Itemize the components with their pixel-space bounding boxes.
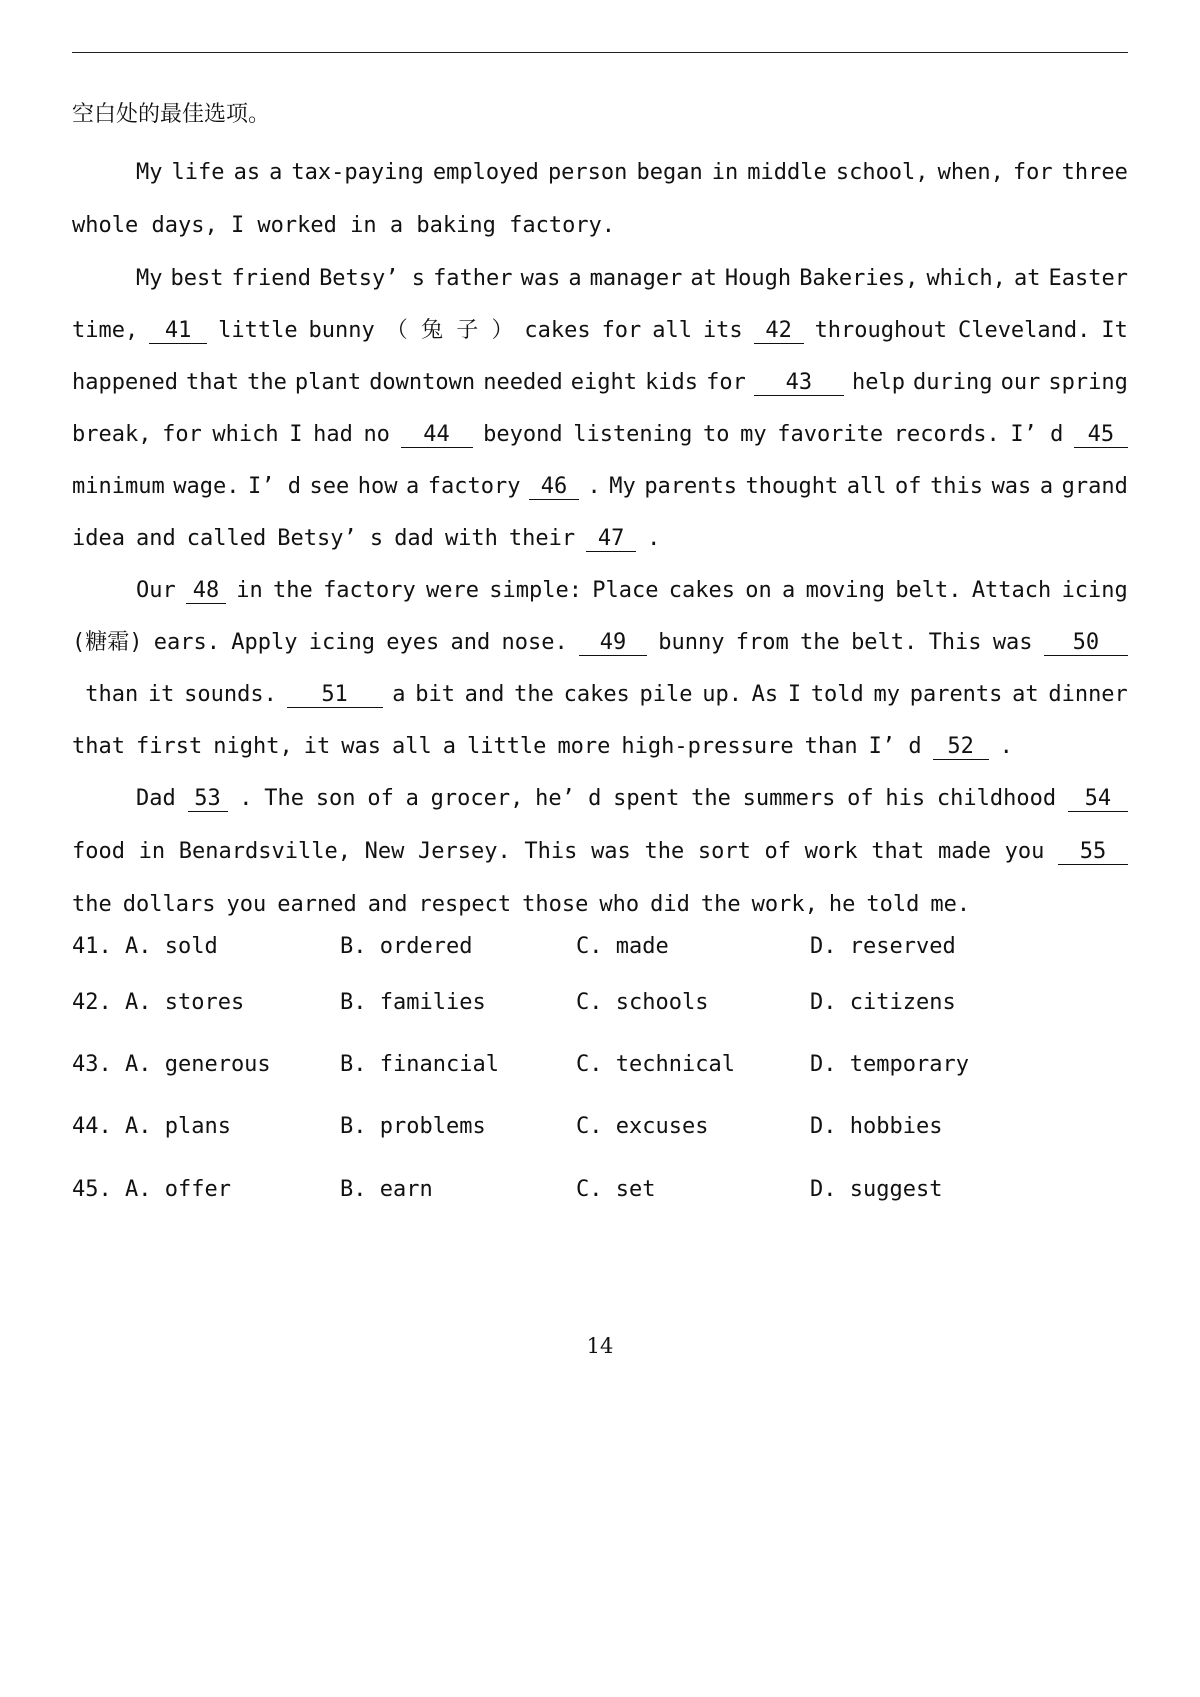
passage-word: I (787, 682, 802, 707)
passage-word: whole days, I worked in a baking factory. (72, 213, 616, 238)
passage-word: happened (72, 370, 178, 395)
passage-line (72, 837, 1128, 867)
blank-54: 54 (1068, 787, 1128, 812)
blank-41: 41 (149, 319, 207, 344)
passage-word: a (1039, 474, 1054, 499)
passage-line (72, 211, 1128, 241)
passage-word: plant (294, 370, 362, 395)
passage-word: son (315, 786, 356, 811)
passage-word: This (524, 839, 578, 864)
instruction-text: 空白处的最佳选项。 (72, 102, 271, 127)
passage-word: you (1004, 839, 1045, 864)
passage-word: his (885, 786, 926, 811)
passage-word: . (647, 526, 661, 551)
option-d: D. hobbies (810, 1114, 943, 1139)
passage-word: as (233, 160, 261, 185)
blank-47: 47 (586, 527, 636, 552)
option-row (72, 988, 1128, 1018)
blank-44: 44 (401, 423, 473, 448)
option-c: C. excuses (576, 1114, 709, 1139)
passage-word: in (236, 578, 263, 603)
passage-word: eight (570, 370, 637, 395)
passage-line (72, 524, 1128, 554)
passage-word: best (170, 266, 224, 291)
passage-word: a (406, 474, 420, 499)
passage-word: Betsy’ s (319, 266, 426, 291)
passage-word: see (309, 474, 350, 499)
option-a: 42. A. stores (72, 990, 245, 1015)
blank-51: 51 (287, 683, 383, 708)
passage-word: ears. (153, 630, 220, 655)
passage-line (72, 890, 1128, 920)
passage-word: needed (483, 370, 563, 395)
option-d: D. suggest (810, 1177, 943, 1202)
passage-word: the (700, 892, 741, 917)
option-b: B. financial (340, 1052, 499, 1077)
passage-word: Place (592, 578, 659, 603)
passage-line (72, 420, 1128, 450)
passage-word: a (442, 734, 456, 759)
option-b: B. problems (340, 1114, 486, 1139)
option-a: 44. A. plans (72, 1114, 231, 1139)
passage-word: （ 兔 子 ） (385, 318, 514, 343)
passage-word: I’ d (868, 734, 922, 759)
passage-word: was (341, 734, 381, 759)
blank-46: 46 (529, 475, 579, 500)
passage-word: their (508, 526, 576, 551)
passage-word: all (846, 474, 887, 499)
passage-word: . (999, 734, 1013, 759)
passage-word: the (644, 839, 685, 864)
passage-word: and (367, 892, 408, 917)
passage-word: he (828, 892, 856, 917)
passage-word: pile (639, 682, 693, 707)
passage-line (72, 784, 1128, 814)
passage-line (72, 158, 1128, 188)
passage-word: dinner (1048, 682, 1128, 707)
passage-word: tax-paying (291, 160, 424, 185)
passage-word: grocer, (430, 786, 524, 811)
passage-word: school, (835, 160, 929, 185)
passage-word: grand (1061, 474, 1128, 499)
passage-line (72, 628, 1128, 658)
passage-word: Betsy’ s (277, 526, 384, 551)
passage-word: dad (394, 526, 434, 551)
passage-line (72, 368, 1128, 398)
passage-word: that (186, 370, 240, 395)
passage-word: was (520, 266, 561, 291)
passage-word: of (847, 786, 874, 811)
passage-word: more (557, 734, 611, 759)
passage-word: Jersey. (418, 839, 511, 864)
passage-word: This (928, 630, 982, 655)
passage-word: person (547, 160, 628, 185)
passage-word: told (866, 892, 920, 917)
passage-word: night, (213, 734, 293, 759)
blank-50: 50 (1044, 631, 1128, 656)
passage-word: with (444, 526, 498, 551)
passage-word: during (913, 370, 993, 395)
option-c: C. made (576, 934, 669, 959)
passage-word: respect (418, 892, 512, 917)
passage-word: of (764, 839, 792, 864)
passage-word: Dad (136, 786, 176, 811)
blank-45: 45 (1074, 423, 1128, 448)
passage-word: father (433, 266, 513, 291)
passage-word: a (392, 682, 406, 707)
passage-word: nose. (501, 630, 568, 655)
passage-line (72, 316, 1128, 346)
blank-43: 43 (754, 371, 844, 396)
passage-word: parents (909, 682, 1003, 707)
passage-word: of (895, 474, 922, 499)
passage-word: which (212, 422, 279, 447)
passage-word: and (464, 682, 505, 707)
passage-word: Hough (724, 266, 792, 291)
passage-word: bunny (308, 318, 375, 343)
passage-word: and (450, 630, 491, 655)
passage-word: me. (930, 892, 971, 917)
passage-word: which, (926, 266, 1006, 291)
passage-word: factory (323, 578, 416, 603)
passage-word: the (72, 892, 112, 917)
passage-word: high-pressure (621, 734, 794, 759)
passage-word: My (136, 160, 163, 185)
option-d: D. reserved (810, 934, 956, 959)
passage-word: on (745, 578, 772, 603)
passage-word: how (357, 474, 398, 499)
passage-word: time, (72, 318, 139, 343)
passage-word: three (1061, 160, 1128, 185)
passage-word: spring (1048, 370, 1128, 395)
option-a: 43. A. generous (72, 1052, 271, 1077)
passage-word: it (147, 682, 175, 707)
option-d: D. temporary (810, 1052, 969, 1077)
passage-word: my (873, 682, 900, 707)
blank-53: 53 (188, 787, 228, 812)
passage-word: was (992, 630, 1033, 655)
passage-word: for (706, 370, 746, 395)
passage-word: its (702, 318, 743, 343)
passage-word: I’ d (247, 474, 301, 499)
passage-word: childhood (936, 786, 1057, 811)
passage-word: and (135, 526, 176, 551)
passage-word: sort (697, 839, 751, 864)
passage-word: from (735, 630, 789, 655)
passage-word: work (804, 839, 858, 864)
passage-word: My (609, 474, 636, 499)
passage-word: beyond (483, 422, 563, 447)
blank-55: 55 (1058, 840, 1128, 865)
passage-word: at (1012, 682, 1039, 707)
option-b: B. earn (340, 1177, 433, 1202)
passage-word: summers (742, 786, 836, 811)
passage-word: Our (136, 578, 176, 603)
passage-word: simple: (489, 578, 583, 603)
option-d: D. citizens (810, 990, 956, 1015)
passage-word: was (991, 474, 1032, 499)
passage-word: downtown (369, 370, 476, 395)
passage-word: dollars (122, 892, 216, 917)
passage-word: Cleveland. (957, 318, 1091, 343)
passage-word: The (264, 786, 305, 811)
passage-word: wage. (173, 474, 240, 499)
passage-line (72, 264, 1128, 294)
passage-word: spent (613, 786, 680, 811)
passage-word: my (740, 422, 767, 447)
passage-word: for (162, 422, 202, 447)
passage-word: than (72, 682, 139, 707)
blank-48: 48 (186, 579, 226, 604)
passage-word: factory (427, 474, 521, 499)
passage-word: I’ d (1010, 422, 1064, 447)
blank-42: 42 (754, 319, 804, 344)
passage-word: the (800, 630, 840, 655)
passage-word: in (711, 160, 739, 185)
passage-word: a (269, 160, 283, 185)
passage-word: up. (702, 682, 742, 707)
passage-word: little (466, 734, 547, 759)
passage-word: a (405, 786, 419, 811)
passage-word: records. (893, 422, 1000, 447)
passage-word: the (691, 786, 731, 811)
passage-word: My (136, 266, 163, 291)
passage-word: a (568, 266, 582, 291)
passage-word: of (367, 786, 394, 811)
passage-word: Benardsville, (178, 839, 351, 864)
passage-word: idea (72, 526, 125, 551)
passage-word: had (313, 422, 353, 447)
passage-word: favorite (777, 422, 884, 447)
passage-word: As (751, 682, 779, 707)
passage-word: moving (805, 578, 886, 603)
option-c: C. schools (576, 990, 709, 1015)
passage-word: parents (644, 474, 738, 499)
option-a: 41. A. sold (72, 934, 218, 959)
passage-word: the (273, 578, 313, 603)
passage-word: earned (277, 892, 357, 917)
passage-word: that (871, 839, 925, 864)
passage-word: a (782, 578, 796, 603)
passage-word: told (810, 682, 864, 707)
passage-word: who (599, 892, 640, 917)
option-row (72, 1050, 1128, 1080)
passage-word: first (135, 734, 203, 759)
blank-52: 52 (933, 735, 989, 760)
passage-word: It (1101, 318, 1128, 343)
passage-line (72, 576, 1128, 606)
passage-word: our (1000, 370, 1041, 395)
passage-word: at (690, 266, 717, 291)
passage-word: than (804, 734, 858, 759)
passage-word: to (703, 422, 730, 447)
passage-word: he’ d (535, 786, 602, 811)
passage-word: throughout (814, 318, 948, 343)
passage-word: friend (231, 266, 312, 291)
passage-word: food (72, 839, 125, 864)
passage-word: help (851, 370, 905, 395)
passage-word: Attach (971, 578, 1052, 603)
option-b: B. ordered (340, 934, 473, 959)
passage-word: it (303, 734, 331, 759)
passage-word: life (171, 160, 225, 185)
passage-word: icing (308, 630, 375, 655)
passage-word: no (363, 422, 390, 447)
header-rule (72, 52, 1128, 53)
passage-word: this (930, 474, 984, 499)
passage-word: I (289, 422, 303, 447)
passage-word: for (601, 318, 642, 343)
passage-word: work, (751, 892, 818, 917)
passage-word: little (218, 318, 298, 343)
passage-word: you (226, 892, 267, 917)
passage-word: the (514, 682, 554, 707)
passage-word: at (1013, 266, 1041, 291)
passage-word: all (391, 734, 432, 759)
passage-line (72, 472, 1128, 502)
passage-word: sounds. (184, 682, 277, 707)
option-b: B. families (340, 990, 486, 1015)
passage-word: the (247, 370, 287, 395)
passage-word: Apply (231, 630, 298, 655)
passage-word: cakes (563, 682, 630, 707)
passage-word: Easter (1048, 266, 1128, 291)
passage-word: manager (589, 266, 683, 291)
passage-word: Bakeries, (799, 266, 919, 291)
passage-word: listening (573, 422, 693, 447)
option-c: C. set (576, 1177, 656, 1202)
passage-word: belt. (895, 578, 962, 603)
passage-line (72, 680, 1128, 710)
passage-word: those (522, 892, 589, 917)
passage-word: did (650, 892, 690, 917)
passage-word: cakes (524, 318, 591, 343)
option-row (72, 1112, 1128, 1142)
page-number: 14 (586, 1334, 614, 1358)
passage-word: minimum (72, 474, 165, 499)
passage-word: . (239, 786, 253, 811)
passage-word: began (636, 160, 703, 185)
passage-line (72, 732, 1128, 762)
passage-word: belt. (851, 630, 918, 655)
passage-word: eyes (386, 630, 440, 655)
passage-word: made (937, 839, 991, 864)
passage-word: all (652, 318, 692, 343)
option-c: C. technical (576, 1052, 735, 1077)
passage-word: were (426, 578, 480, 603)
passage-word: in (138, 839, 166, 864)
passage-word: kids (645, 370, 699, 395)
passage-word: for (1012, 160, 1053, 185)
passage-word: called (186, 526, 267, 551)
passage-word: break, (72, 422, 152, 447)
option-row (72, 932, 1128, 962)
option-row (72, 1175, 1128, 1205)
passage-word: (糖霜) (72, 630, 143, 655)
passage-word: that (72, 734, 125, 759)
passage-word: when, (937, 160, 1004, 185)
passage-word: was (591, 839, 631, 864)
blank-49: 49 (579, 631, 647, 656)
passage-word: bunny (658, 630, 725, 655)
passage-word: middle (747, 160, 827, 185)
passage-word: bit (415, 682, 455, 707)
passage-word: employed (432, 160, 539, 185)
option-a: 45. A. offer (72, 1177, 231, 1202)
passage-word: New (364, 839, 405, 864)
passage-word: thought (745, 474, 839, 499)
passage-word: icing (1061, 578, 1128, 603)
passage-word: cakes (668, 578, 736, 603)
passage-word: . (587, 474, 601, 499)
